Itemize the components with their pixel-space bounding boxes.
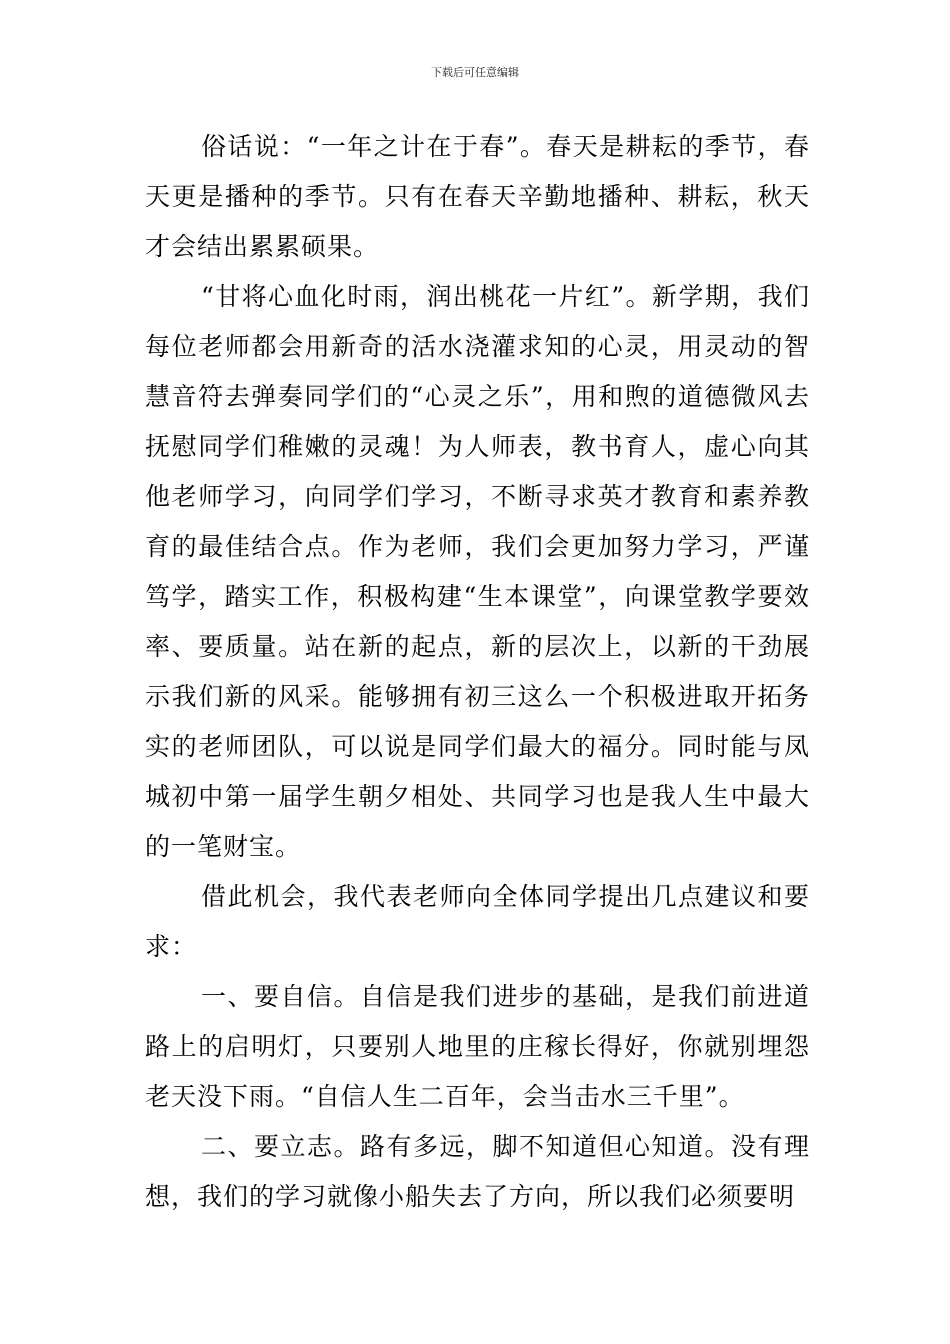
paragraph-spring: 俗话说：“一年之计在于春”。春天是耕耘的季节，春天更是播种的季节。只有在春天辛勤地播种、耕耘，秋天才会结出累累硕果。 bbox=[145, 132, 810, 261]
paragraph-confidence: 一、要自信。自信是我们进步的基础，是我们前进道路上的启明灯，只要别人地里的庄稼长得好，你就别埋怨老天没下雨。“自信人生二百年，会当击水三千里”。 bbox=[145, 982, 810, 1111]
document-body bbox=[145, 122, 810, 1222]
paragraph-ambition: 二、要立志。路有多远，脚不知道但心知道。没有理想，我们的学习就像小船失去了方向，所以我们必须要明 bbox=[145, 1132, 810, 1211]
page-header: 下载后可任意编辑 bbox=[431, 66, 519, 79]
paragraph-teachers: “甘将心血化时雨，润出桃花一片红”。新学期，我们每位老师都会用新奇的活水浇灌求知的心灵，用灵动的智慧音符去弹奏同学们的“心灵之乐”，用和煦的道德微风去抚慰同学们稚嫩的灵魂！为人师表，教书育人，虚心向其他老师学习，向同学们学习，不断寻求英才教育和素养教育的最佳结合点。作为老师，我们会更加努力学习，严谨笃学，踏实工作，积极构建“生本课堂”，向课堂教学要效率、要质量。站在新的起点，新的层次上，以新的干劲展示我们新的风采。能够拥有初三这么一个积极进取开拓务实的老师团队，可以说是同学们最大的福分。同时能与凤城初中第一届学生朝夕相处、共同学习也是我人生中最大的一笔财宝。 bbox=[145, 282, 810, 861]
paragraph-suggestions-intro: 借此机会，我代表老师向全体同学提出几点建议和要求： bbox=[145, 882, 810, 961]
